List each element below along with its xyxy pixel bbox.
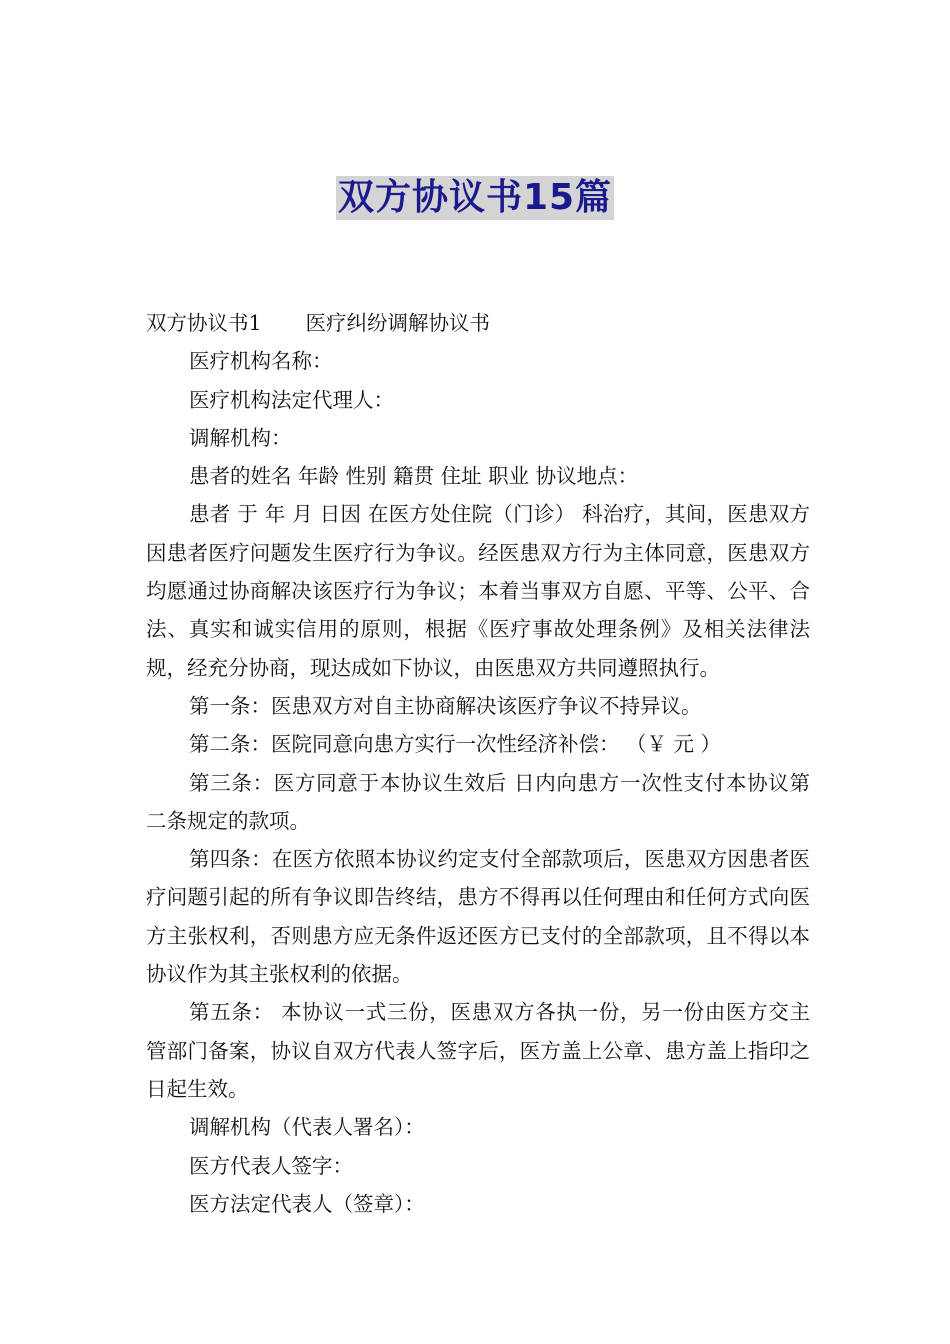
paragraph-article-1: 第一条：医患双方对自主协商解决该医疗争议不持异议。 — [189, 693, 702, 718]
paragraph-background: 患者 于 年 月 日因 在医方处住院（门诊） 科治疗，其间，医患双方因患者医疗问题发生医疗行为争议。经医患双方行为主体同意，医患双方均愿通过协商解决该医疗行为争议；本着当事双方自愿、平等、公平、合法、真实和诚实信用的原则，根据《医疗事故处理条例》及相关法律法规，经充分协商，现达成如下协议，由医患双方共同遵照执行。 — [146, 502, 810, 680]
title-container — [0, 176, 950, 220]
paragraph-institution-name: 医疗机构名称： — [189, 349, 333, 374]
signature-mediation-agency: 调解机构（代表人署名）： — [189, 1115, 425, 1140]
paragraph-article-2: 第二条：医院同意向患方实行一次性经济补偿： （￥ 元 ） — [189, 732, 722, 757]
paragraph-legal-agent: 医疗机构法定代理人： — [189, 387, 394, 412]
paragraph-article-3: 第三条：医方同意于本协议生效后 日内向患方一次性支付本协议第二条规定的款项。 — [146, 770, 810, 833]
section-heading-line — [146, 304, 810, 342]
signature-medical-representative: 医方代表人签字： — [189, 1153, 353, 1178]
document-title: 双方协议书15篇 — [337, 177, 613, 218]
section-heading: 双方协议书1 — [146, 311, 262, 335]
paragraph-article-5: 第五条： 本协议一式三份，医患双方各执一份，另一份由医方交主管部门备案，协议自双方代表人签字后，医方盖上公章、患方盖上指印之日起生效。 — [146, 1000, 810, 1101]
document-body — [146, 304, 810, 1223]
section-subheading: 医疗纠纷调解协议书 — [305, 311, 491, 335]
paragraph-patient-info: 患者的姓名 年龄 性别 籍贯 住址 职业 协议地点： — [189, 464, 639, 489]
paragraph-mediation-agency: 调解机构： — [189, 425, 292, 450]
signature-legal-representative: 医方法定代表人（签章）： — [189, 1191, 425, 1216]
paragraph-article-4: 第四条：在医方依照本协议约定支付全部款项后，医患双方因患者医疗问题引起的所有争议即告终结，患方不得再以任何理由和任何方式向医方主张权利，否则患方应无条件返还医方已支付的全部款项，且不得以本协议作为其主张权利的依据。 — [146, 847, 810, 987]
